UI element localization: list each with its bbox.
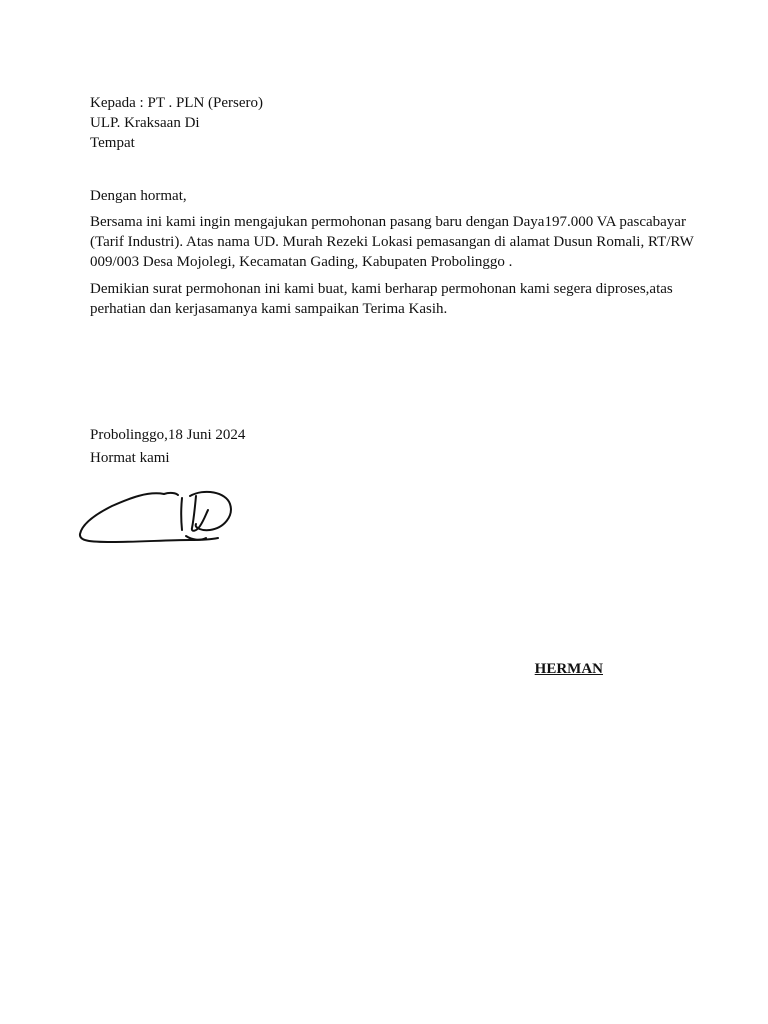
body-paragraph-2: Demikian surat permohonan ini kami buat, kami berharap permohonan kami segera diproses,atas perhatian dan kerjasamanya kami sampaikan Terima Kasih.: [90, 281, 673, 317]
handwritten-signature: [78, 486, 236, 548]
recipient-line-2: ULP. Kraksaan Di: [90, 115, 200, 131]
closing-salutation: Hormat kami: [90, 450, 170, 466]
greeting: Dengan hormat,: [90, 188, 187, 204]
recipient-line-3: Tempat: [90, 135, 135, 151]
place-date: Probolinggo,18 Juni 2024: [90, 427, 246, 443]
signer-name: HERMAN: [534, 661, 603, 677]
recipient-line-1: Kepada : PT . PLN (Persero): [90, 95, 264, 111]
body-paragraph-1: Bersama ini kami ingin mengajukan permohonan pasang baru dengan Daya197.000 VA pascabayar (Tarif Industri). Atas nama UD. Murah Rezeki Lokasi pemasangan di alamat Dusun Romali, RT/RW 009/003 Desa Mojolegi, Kecamatan Gading, Kabupaten Probolinggo .: [90, 214, 694, 270]
